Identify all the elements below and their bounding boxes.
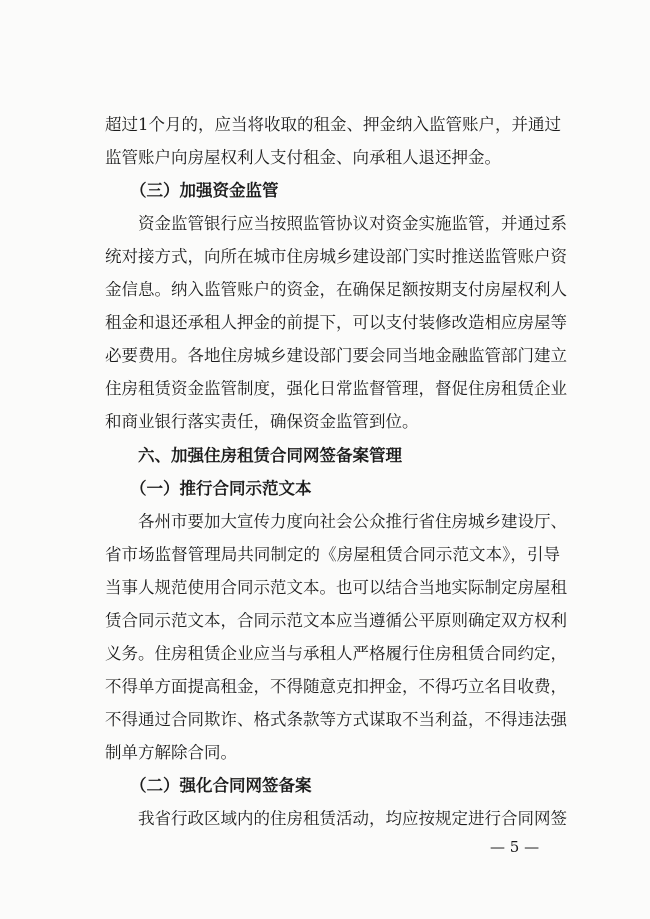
body-line: 各州市要加大宣传力度向社会公众推行省住房城乡建设厅、 (138, 512, 567, 531)
body-line: 赁合同示范文本，合同示范文本应当遵循公平原则确定双方权利 (105, 611, 567, 630)
body-line: 制单方解除合同。 (105, 743, 237, 762)
section-subheading: （二）强化合同网签备案 (130, 776, 312, 795)
body-line: 监管账户向房屋权利人支付租金、向承租人退还押金。 (105, 148, 501, 167)
body-line: 资金监管银行应当按照监管协议对资金实施监管，并通过系 (138, 214, 567, 233)
body-line: 租金和退还承租人押金的前提下，可以支付装修改造相应房屋等 (105, 313, 567, 332)
body-line: 超过1个月的，应当将收取的租金、押金纳入监管账户，并通过 (105, 115, 561, 134)
body-line: 必要费用。各地住房城乡建设部门要会同当地金融监管部门建立 (105, 346, 567, 365)
section-heading: 六、加强住房租赁合同网签备案管理 (138, 446, 402, 465)
body-line: 不得单方面提高租金，不得随意克扣押金，不得巧立名目收费， (105, 677, 567, 696)
body-line: 我省行政区域内的住房租赁活动，均应按规定进行合同网签 (138, 809, 567, 828)
body-line: 统对接方式，向所在城市住房城乡建设部门实时推送监管账户资 (105, 247, 567, 266)
body-line: 当事人规范使用合同示范文本。也可以结合当地实际制定房屋租 (105, 578, 567, 597)
body-line: 住房租赁资金监管制度，强化日常监督管理，督促住房租赁企业 (105, 379, 567, 398)
body-line: 不得通过合同欺诈、格式条款等方式谋取不当利益，不得违法强 (105, 710, 567, 729)
section-subheading: （三）加强资金监管 (130, 181, 279, 200)
section-subheading: （一）推行合同示范文本 (130, 479, 312, 498)
body-line: 金信息。纳入监管账户的资金，在确保足额按期支付房屋权利人 (105, 280, 567, 299)
body-line: 省市场监督管理局共同制定的《房屋租赁合同示范文本》，引导 (105, 545, 560, 564)
body-line: 和商业银行落实责任，确保资金监管到位。 (105, 412, 419, 431)
page-number: — 5 — (490, 838, 540, 856)
body-line: 义务。住房租赁企业应当与承租人严格履行住房租赁合同约定， (105, 644, 567, 663)
